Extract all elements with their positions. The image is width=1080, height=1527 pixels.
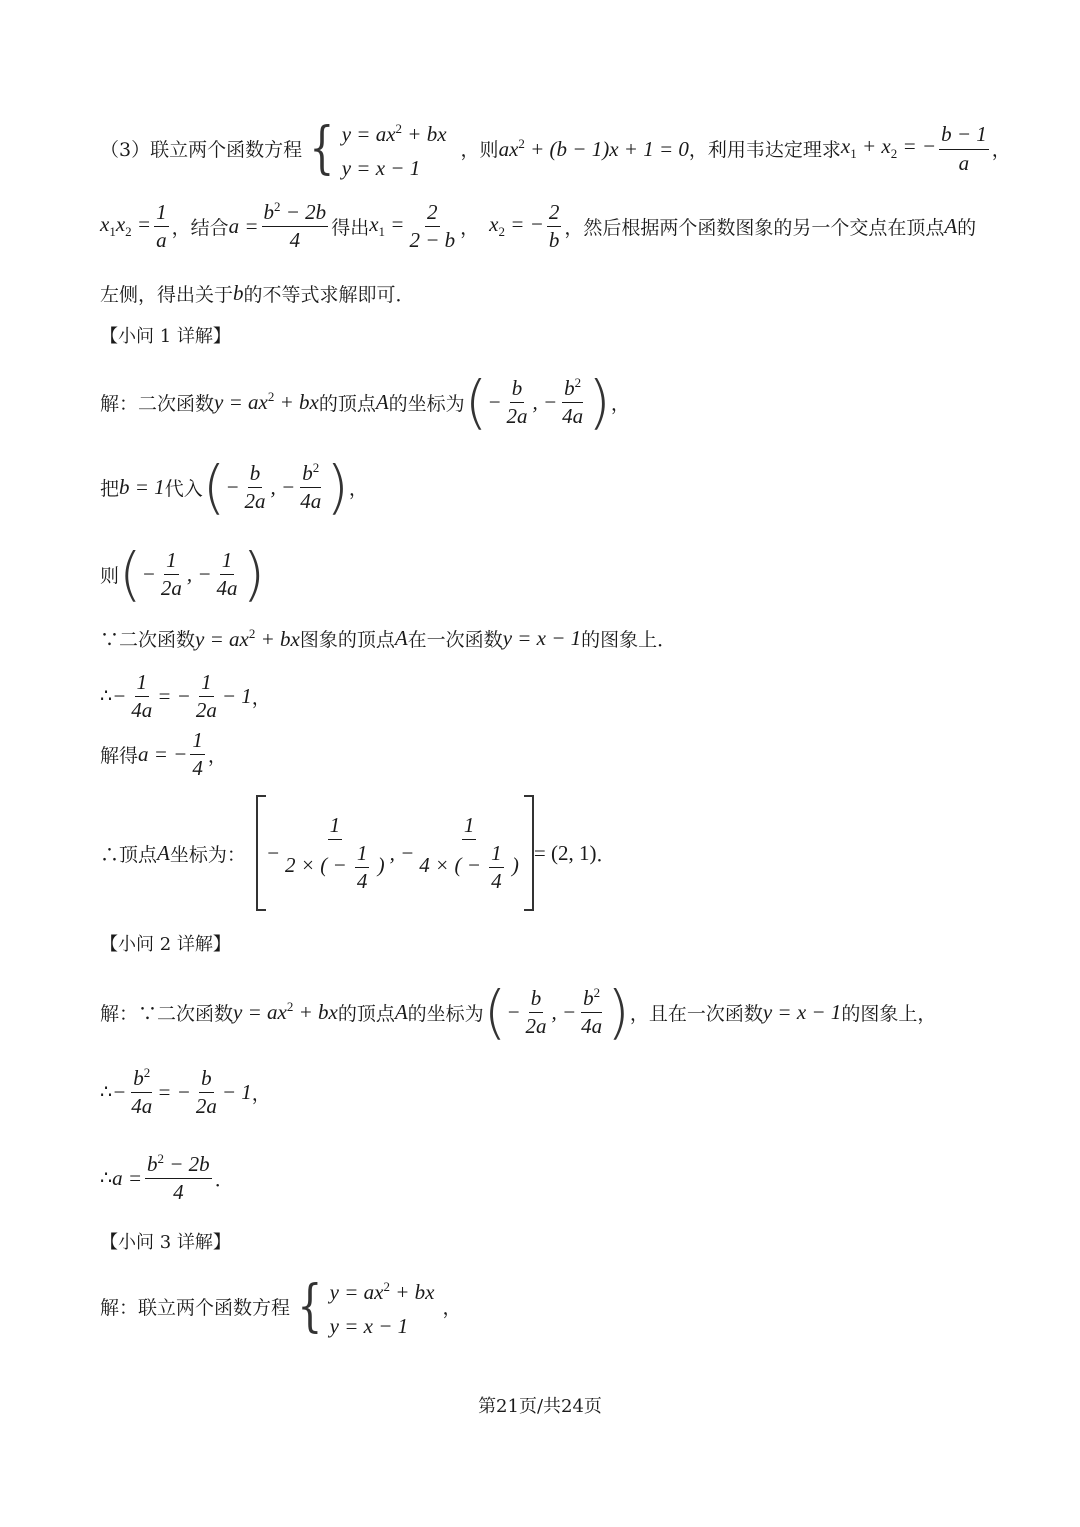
text: 解：二次函数 [100, 392, 215, 415]
math: $x_1 + x_2$ = − [840, 134, 937, 162]
fraction: $\frac{b - 1}{a}$ [941, 122, 987, 175]
text: 图象的顶点 [299, 629, 395, 651]
text: 解得 [100, 744, 139, 767]
text: ∵二次函数 [100, 629, 196, 651]
solution-1-line-b: 把 b = 1 代入 ( − $\frac{b}{2a}$ , − $\frac{b^2}{4a}$ ) ， [100, 453, 368, 521]
text: （3）联立两个函数方程 [100, 139, 303, 161]
equation-system: $y = ax^2$ + bx y = x − 1 [341, 121, 447, 180]
solution-2-line-a: 解：∵二次函数 $y = ax^2$ + bx 的顶点 A 的坐标为 ( − $\frac{b}{2a}$ , − $\frac{b^2}{4a}$ ) ，且在一次函数 y = x − 1 的图象上， [100, 978, 937, 1046]
text: 解：∵二次函数 [100, 1002, 234, 1025]
text: 在一次函数 [407, 629, 503, 651]
solution-1-line-c: 则 ( − $\frac{1}{2a}$ , − $\frac{1}{4a}$ ) [100, 540, 266, 608]
text: ∴顶点 [100, 843, 158, 866]
solution-1-line-g: ∴顶点 A 坐标为： − 1 2 × ( − $\frac{1}{4}$ ) , − 1 4 × ( − $\frac{1}{4}$ ) = (2, 1) ． [100, 795, 616, 911]
section-heading-2: 【小问 2 详解】 [100, 934, 231, 955]
text: 则 [100, 564, 120, 587]
brace-icon: { [309, 115, 335, 181]
text: ，则 [460, 139, 499, 161]
text: ∴ [100, 1081, 113, 1104]
solution-1-line-f: 解得 a = − $\frac{1}{4}$ ， [100, 728, 227, 781]
solution-1-line-e: ∴ − $\frac{1}{4a}$ = − $\frac{1}{2a}$ − 1 ， [100, 670, 271, 723]
text: 的顶点 [318, 392, 376, 415]
solution-1-line-d: ∵二次函数 $y = ax^2$ + bx 图象的顶点 A 在一次函数 y = x − 1 的图象上． [100, 625, 677, 651]
equation-system: $y = ax^2$ + bx y = x − 1 [329, 1279, 435, 1338]
text: 的图象上． [581, 629, 677, 651]
solution-2-line-b: ∴ − $\frac{b^2}{4a}$ = − $\frac{b}{2a}$ − 1 ， [100, 1065, 271, 1119]
text: ，然后根据两个函数图象的另一个交点在顶点 [564, 216, 945, 239]
text: 的不等式求解即可． [243, 284, 415, 306]
text: 解：联立两个函数方程 [100, 1297, 291, 1319]
text: ，结合 [171, 216, 229, 239]
left-bracket [256, 795, 266, 911]
paragraph-line-3: 左侧，得出关于 b 的不等式求解即可． [100, 281, 415, 306]
solution-3-line-a: 解：联立两个函数方程 { $y = ax^2$ + bx y = x − 1 ， [100, 1270, 461, 1343]
text: 的坐标为 [407, 1002, 484, 1025]
paragraph-line-2: $x_1x_2$ = $\frac{1}{a}$ ，结合 a = $\frac{b^2 - 2b}{4}$ 得出 $x_1$ = $\frac{2}{2 - b}$ ， $x_2$ = − $\frac{2}{b}$ ，然后根据两个函数图象的另一个交点在顶点 A 的 [100, 199, 977, 253]
text: 的图象上， [841, 1002, 937, 1025]
text: 把 [100, 477, 120, 500]
text: 的顶点 [337, 1002, 395, 1025]
section-heading-1: 【小问 1 详解】 [100, 326, 231, 347]
brace-icon: { [297, 1273, 323, 1339]
text: 的 [957, 216, 977, 239]
text: ，且在一次函数 [629, 1002, 763, 1025]
text: 左侧，得出关于 [100, 284, 234, 306]
paragraph-line-1: （3）联立两个函数方程 { $y = ax^2$ + bx y = x − 1 ，则 $ax^2 + (b - 1)x + 1 = 0$ ，利用韦达定理求 $x_1 + x_2$ = − $\frac{b - 1}{a}$ ， [100, 112, 1011, 185]
page-footer: 第21页/共24页 [478, 1396, 602, 1417]
text: 得出 [331, 216, 370, 239]
solution-1-line-a: 解：二次函数 $y = ax^2$ + bx 的顶点 A 的坐标为 ( − $\frac{b}{2a}$ , − $\frac{b^2}{4a}$ ) ， [100, 368, 630, 436]
text: 的坐标为 [388, 392, 465, 415]
text: 坐标为： [169, 843, 246, 866]
solution-2-line-c: ∴ a = $\frac{b^2 - 2b}{4}$ ． [100, 1151, 234, 1205]
text: 代入 [164, 477, 203, 500]
text: ∴ [100, 1167, 113, 1190]
text: ∴ [100, 685, 113, 708]
section-heading-3: 【小问 3 详解】 [100, 1232, 231, 1253]
right-bracket [524, 795, 534, 911]
math: $ax^2 + (b - 1)x + 1 = 0$ [498, 135, 689, 161]
text: ，利用韦达定理求 [688, 139, 841, 161]
